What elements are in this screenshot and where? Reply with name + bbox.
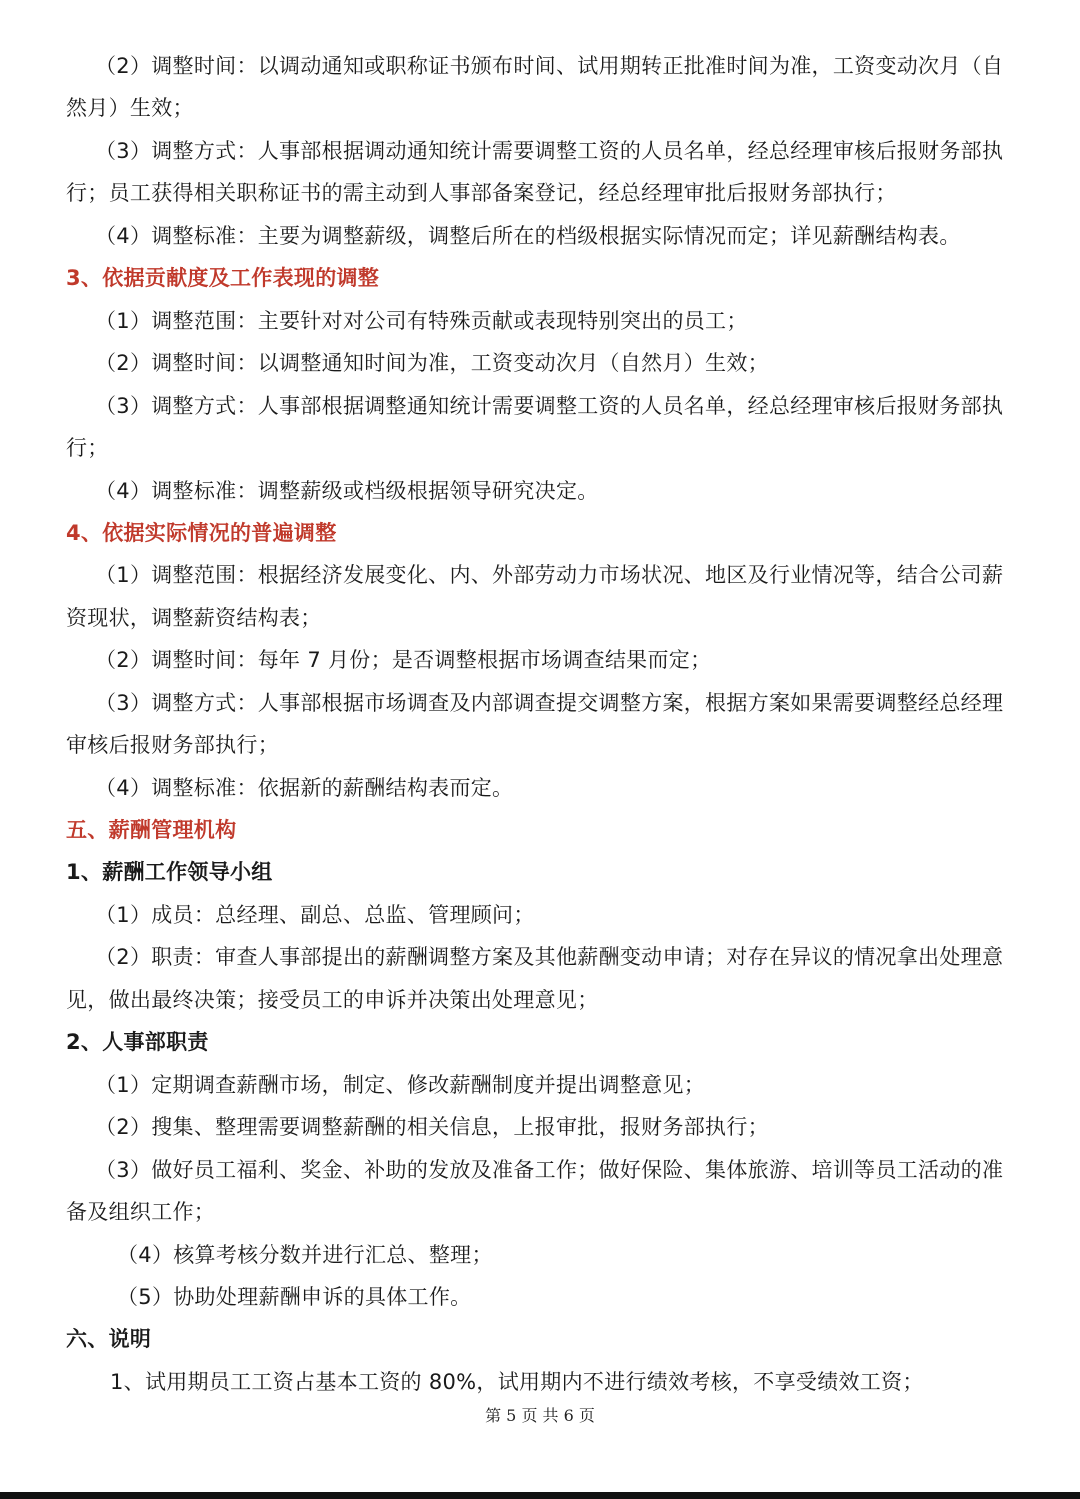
- text-line: （2）调整时间：以调动通知或职称证书颁布时间、试用期转正批准时间为准，工资变动次月（自: [95, 54, 1004, 78]
- text-line: （2）职责：审查人事部提出的薪酬调整方案及其他薪酬变动申请；对存在异议的情况拿出处理意: [95, 945, 1004, 969]
- text-line: （3）调整方式：人事部根据市场调查及内部调查提交调整方案，根据方案如果需要调整经总经理: [95, 691, 1004, 715]
- page-number-footer: 第 5 页 共 6 页: [485, 1406, 595, 1425]
- text-line: 然月）生效；: [66, 96, 194, 120]
- text-line: 行；: [66, 436, 109, 460]
- text-line: （3）做好员工福利、奖金、补助的发放及准备工作；做好保险、集体旅游、培训等员工活动的准: [95, 1158, 1004, 1182]
- text-line: （1）调整范围：主要针对对公司有特殊贡献或表现特别突出的员工；: [95, 309, 748, 333]
- text-line: （2）调整时间：以调整通知时间为准，工资变动次月（自然月）生效；: [95, 351, 769, 375]
- text-line: （4）调整标准：主要为调整薪级，调整后所在的档级根据实际情况而定；详见薪酬结构表。: [95, 224, 961, 248]
- bottom-edge-bar: [0, 1492, 1080, 1499]
- section-heading: 3、依据贡献度及工作表现的调整: [66, 266, 380, 290]
- text-line: （4）核算考核分数并进行汇总、整理；: [117, 1243, 493, 1267]
- text-line: （1）成员：总经理、副总、总监、管理顾问；: [95, 903, 535, 927]
- text-line: 1、试用期员工工资占基本工资的 80%，试用期内不进行绩效考核，不享受绩效工资；: [110, 1370, 924, 1394]
- section-heading: 五、薪酬管理机构: [66, 818, 237, 842]
- section-heading: 六、说明: [66, 1327, 152, 1351]
- subsection-heading: 1、薪酬工作领导小组: [66, 860, 273, 884]
- text-line: （4）调整标准：依据新的薪酬结构表而定。: [95, 776, 514, 800]
- text-line: （2）搜集、整理需要调整薪酬的相关信息，上报审批，报财务部执行；: [95, 1115, 769, 1139]
- text-line: （5）协助处理薪酬申诉的具体工作。: [117, 1285, 472, 1309]
- text-line: 备及组织工作；: [66, 1200, 216, 1224]
- text-line: （1）定期调查薪酬市场，制定、修改薪酬制度并提出调整意见；: [95, 1073, 706, 1097]
- section-heading: 4、依据实际情况的普遍调整: [66, 521, 337, 545]
- text-line: （2）调整时间：每年 7 月份；是否调整根据市场调查结果而定；: [95, 648, 712, 672]
- text-line: （4）调整标准：调整薪级或档级根据领导研究决定。: [95, 479, 599, 503]
- text-line: 见，做出最终决策；接受员工的申诉并决策出处理意见；: [66, 988, 599, 1012]
- text-line: 行；员工获得相关职称证书的需主动到人事部备案登记，经总经理审批后报财务部执行；: [66, 181, 897, 205]
- text-line: 资现状，调整薪资结构表；: [66, 606, 322, 630]
- text-line: （3）调整方式：人事部根据调动通知统计需要调整工资的人员名单，经总经理审核后报财务部执: [95, 139, 1004, 163]
- text-line: （1）调整范围：根据经济发展变化、内、外部劳动力市场状况、地区及行业情况等，结合公司薪: [95, 563, 1004, 587]
- text-line: 审核后报财务部执行；: [66, 733, 279, 757]
- text-line: （3）调整方式：人事部根据调整通知统计需要调整工资的人员名单，经总经理审核后报财务部执: [95, 394, 1004, 418]
- subsection-heading: 2、人事部职责: [66, 1030, 209, 1054]
